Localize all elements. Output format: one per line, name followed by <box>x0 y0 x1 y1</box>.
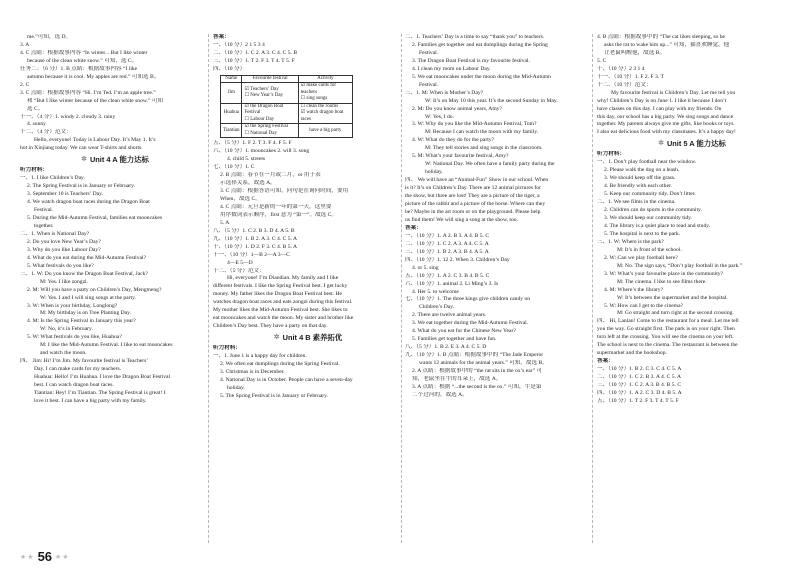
text-line: Festival. <box>419 81 439 88</box>
text-line: you the way. Go straight first. The park is on your right. Then <box>597 326 735 333</box>
text-line: us find them! We will sing a song at the show, too. <box>405 216 518 223</box>
text-line: 5. M: What’s your favourite festival, Amy? <box>412 153 509 160</box>
text-line: 二、1. Teachers’ Day is a time to say “thank you” to teachers. <box>405 34 545 40</box>
text-line: 4—E 5—D <box>227 259 253 266</box>
table-header: Name <box>221 75 242 83</box>
text-line: 4. C 点睛：元旦是新的一年的第一天。这里要 <box>220 203 332 210</box>
text-line: watches dragon boat races and eats zongzi during this festival. <box>213 299 353 306</box>
table-cell-activity <box>298 103 352 124</box>
checkbox-option: ☐ clean the rooms <box>300 103 339 109</box>
text-line: 十一、（10 分）1. F 2. F 3. T <box>597 73 664 80</box>
text-line: 五、（10 分）1. A 2. C 3. B 4. B 5. C <box>405 272 490 279</box>
answers-heading: 答案： <box>597 358 614 365</box>
text-line: Day. I can make cards for my teachers. <box>34 366 122 373</box>
text-line: 3. We should keep our community tidy. <box>604 215 692 222</box>
table-row <box>221 103 353 124</box>
text-line: 一、1. Don’t play football near the window. <box>597 159 697 166</box>
table-header: Favourite festival <box>242 75 298 83</box>
table-cell-name: Tiantian <box>221 124 242 138</box>
text-line: love it best. I can have a big party with my family. <box>34 397 147 404</box>
text-line: 一、（10 分）1. B 2. C 3. C 4. C 5. A <box>597 366 682 373</box>
answers-heading: 答案： <box>405 224 422 231</box>
text-line: 示选择关系，故选 A。 <box>220 180 276 187</box>
text-line: 3. C 点睛：根据故事内容 “Hi. I’m Ted. I’m an apple tree.” <box>20 89 156 96</box>
text-line: this day, our school has a big party. We sing songs and dance <box>597 113 734 120</box>
text-line: 十一、（4 分）1. windy 2. cloudy 3. rainy <box>20 113 116 120</box>
text-line: The school is next to the cinema. The restaurant is between the <box>597 342 738 349</box>
text-line: be? Maybe in the art room or on the playground. Please help <box>405 208 541 215</box>
checkbox-option: ☐ National Day <box>244 130 278 136</box>
answers-heading: 答案： <box>213 34 230 40</box>
text-line: 三、（10 分）1. T 2. F 3. T 4. T 5. F <box>213 57 295 64</box>
text-line: Children’s Day. <box>419 304 455 311</box>
sparkle-icon: ✲ <box>273 334 280 342</box>
text-line: 三、1. W: Where is the park? <box>597 238 664 245</box>
text-line: M: Because I can watch the moon with my family. <box>425 129 539 136</box>
text-line: 二、（10 分）1. C 2. A 3. C 4. C 5. B <box>213 49 298 56</box>
text-line: 2. B 点睛：春节在一月或二月，or 用于表 <box>220 172 321 179</box>
text-line: Tiantian: Hey! I’m Tiantian. The Spring Festival is great! I <box>34 389 166 396</box>
text-line: M: I like the Mid-Autumn Festival. I like to eat mooncakes <box>40 342 173 349</box>
text-line: 4. Her 5. to welcome <box>412 288 459 295</box>
text-line: Hi, everyone! I’m Diandian. My family and I like <box>227 275 339 282</box>
column-2 <box>213 34 403 401</box>
text-line: When，故选 C。 <box>220 195 261 202</box>
text-line: 四、 We will have an “Animal-Fun” Show in our school. When <box>405 177 549 184</box>
column-3 <box>405 34 595 400</box>
text-line: 二、1. We see films in the cinema. <box>597 199 676 206</box>
checkbox-option: ☑ Teachers’ Day <box>244 86 279 92</box>
text-line: Hello, everyone! Today is Labour Day. It’s May 1. It’s <box>34 137 156 144</box>
text-line: 4. sunny <box>27 121 46 128</box>
text-line: 十二、（4 分）范文： <box>20 129 72 136</box>
text-line: different festivals. I like the Spring Festival best. I get lucky <box>213 283 348 290</box>
table-row <box>221 124 353 138</box>
table-cell-activity: have a big party <box>298 124 352 138</box>
text-line: 四、（10 分） <box>213 65 246 72</box>
text-line: 4. B 点睛：根据故事中的 “The cat likes sleeping, so he <box>597 34 726 40</box>
text-line: 4. or 5. sing <box>412 264 439 271</box>
table-cell-festival <box>242 83 298 104</box>
text-line: 2. M: Do you know animal years, Amy? <box>412 105 502 112</box>
text-line: together. <box>34 222 54 229</box>
text-line: 一、1. I like Children’s Day. <box>20 175 85 182</box>
text-line: 3. W: Why do you like the Mid-Autumn Festival, Tom? <box>412 121 537 128</box>
checkbox-option: ☑ make cards for teachers <box>300 83 337 95</box>
text-line: have classes on this day. I can play with my friends. On <box>597 105 722 112</box>
text-line: 4. C 点睛：根据故事内容 “In winter... But I like winter <box>20 49 148 56</box>
text-line: 2. We often eat dumplings during the Spring Festival. <box>220 361 340 368</box>
text-line: 十、（10 分）2 3 1 4 <box>597 65 645 72</box>
text-line: money. My father likes the Dragon Boat Festival best. He <box>213 291 343 298</box>
text-line: 三、（10 分）1. B 2. A 3. B 4. A 5. A <box>405 248 489 255</box>
star-icon: ★★ <box>20 552 35 561</box>
table-header-row <box>221 75 353 83</box>
text-line: is it? It’s on Children’s Day. There are 12 animal pictures for <box>405 185 541 192</box>
text-line: 4. M: Is the Spring Festival in January this year? <box>27 318 136 325</box>
text-line: 2. Please walk the dog on a leash. <box>604 167 680 174</box>
text-line: 三、1. M: When is Mother’s Day? <box>405 89 484 96</box>
text-line: 二、1. When is National Day? <box>20 230 90 237</box>
text-line: 5. During the Mid-Autumn Festival, families eat mooncakes <box>27 215 163 222</box>
table-cell-activity <box>298 83 352 104</box>
text-line: 5. Families get together and have fun. <box>412 336 497 343</box>
text-line: 四、 Jim: Hi! I’m Jim. My favourite festival is Teachers’ <box>20 358 149 365</box>
table-header: Activity <box>298 75 352 83</box>
text-line: 3. C 点睛：根据答语可知，问句是在询问时间，要用 <box>220 187 349 194</box>
text-line: M: They tell stories and sing songs in the classroom. <box>425 145 543 152</box>
text-line: My favourite festival is Children’s Day. Let me tell you <box>611 89 736 96</box>
text-line: 五、（10 分）1. T 2. F 3. T 4. T 5. F <box>597 397 679 404</box>
text-line: 3. W: What’s your favourite place in the community? <box>604 270 724 277</box>
checkbox-option: ☑ the Dragon Boat Festival <box>244 103 284 116</box>
text-line: W: Yes. I and I will sing songs at the party. <box>40 294 136 301</box>
column-1 <box>20 34 210 406</box>
text-line: 三、1. W: Do you know the Dragon Boat Festival, Jack? <box>20 270 148 277</box>
text-line: 2. A 点睛：根据故事中的 “the rat sits in the ox’s ear” 可 <box>412 368 543 375</box>
text-line: M: It’s in front of the school. <box>617 246 682 253</box>
text-line: supermarket and the bookshop. <box>597 350 667 357</box>
text-line: I also eat delicious food with my classmates. It’s a happy day! <box>597 129 736 136</box>
sparkle-icon: ✲ <box>81 156 87 164</box>
checkbox-option: ☑ watch dragon boat races <box>300 110 344 122</box>
text-line: autumn because it is cool. My apples are red.” 可知选 B。 <box>27 73 160 80</box>
text-line: eat mooncakes and watch the moon. My sister and brother like <box>213 315 354 322</box>
text-line: 3. We should keep off the grass. <box>604 175 676 182</box>
text-line: 4. What do you eat during the Mid-Autumn Festival? <box>27 254 147 261</box>
text-line: 选 C。 <box>27 105 44 112</box>
text-line: 4. National Day is in October. People can have a seven-day <box>220 376 353 383</box>
text-line: 2. Children can do sports in the community. <box>604 207 702 214</box>
text-line: 5. Keep our community tidy. Don’t litter. <box>604 191 696 198</box>
text-line: 九、（10 分）1. B 2. A 3. C 4. C 5. A <box>213 235 298 242</box>
text-line: 2. Families get together and eat dumplings during the Spring <box>412 41 548 48</box>
text-line: 4. M: Where’s the library? <box>604 286 664 293</box>
checkbox-option: ☐ Labour Day <box>244 116 275 122</box>
text-line: wants 12 animals for the animal years.” 可知，故选 B。 <box>419 360 548 367</box>
text-line: M: Yes. I like zongzi. <box>40 278 89 285</box>
text-line: 4. Be friendly with each other. <box>604 183 672 190</box>
text-line: 三、（10 分）1. C 2. A 3. B 4. B 5. C <box>597 382 682 389</box>
sparkle-icon: ✲ <box>658 140 664 148</box>
text-line: M: The cinema. I like to see films there. <box>617 278 707 285</box>
text-line: together. My parents always give me gifts, like books or toys. <box>597 121 735 128</box>
checkbox-option: ☐ sing songs <box>300 96 328 102</box>
text-line: 5. We eat mooncakes under the moon during the Mid-Autumn <box>412 73 551 80</box>
listening-heading: 听力材料： <box>213 345 241 352</box>
text-line: 六、（10 分）1. mooncakes 2. will 3. song <box>213 148 310 155</box>
text-line: 5. W: How can I get to the cinema? <box>604 302 684 309</box>
page-footer <box>20 549 70 564</box>
text-line: 十一、（10 分）1—B 2—A 3—C <box>213 251 290 258</box>
text-line: 5. C <box>597 57 607 64</box>
text-line: My mother likes the Mid-Autumn Festival best. She likes to <box>213 307 348 314</box>
text-line: me.”可知，选 D。 <box>27 34 72 40</box>
text-line: 4. What do you eat for the Chinese New Year? <box>412 328 516 335</box>
unit5-a-title: ✲ Unit 5 A 能力达标 <box>658 139 726 149</box>
text-line: W: It’s between the supermarket and the hospital. <box>617 294 728 301</box>
text-line: holiday. <box>425 169 443 176</box>
text-line: 3. September 10 is Teachers’ Day. <box>27 191 103 198</box>
text-line: 4. I clean my room on Labour Day. <box>412 65 491 72</box>
text-line: 5. The Spring Festival is in January or February. <box>220 392 328 399</box>
text-line: 2. W: Can we play football here? <box>604 254 678 261</box>
text-line: the show, but three are lost! They are a picture of the tiger, a <box>405 193 540 200</box>
text-line: 5. A <box>220 219 230 226</box>
text-line: 八、（5 分）1. C 2. B 3. D 4. A 5. B <box>213 227 295 234</box>
text-line: 二个过河的，故选 A。 <box>412 391 468 398</box>
table-cell-name: Huahua <box>221 103 242 124</box>
table-cell-name: Jim <box>221 83 242 104</box>
text-line: 3. Why do you like Labour Day? <box>27 246 101 253</box>
unit4-b-title: ✲ Unit 4 B 素养拓优 <box>273 333 343 343</box>
text-line: turn left at the crossing. You will see the cinema on your left. <box>597 334 734 341</box>
text-line: 四、（10 分）1. A 2. C 3. D 4. B 5. A <box>597 389 682 396</box>
text-line: 和 “But I like winter because of the clean white snow.” 可知 <box>27 97 164 104</box>
text-line: 让老鼠叫醒他，故选 B。 <box>604 49 666 56</box>
text-line: picture of the rabbit and a picture of the horse. Where can they <box>405 201 546 208</box>
text-line: 3. A 点睛：根据 “...the second is the ox.” 可知，牛是第 <box>412 383 542 390</box>
text-line: Children’s Day best. They have a party on that day. <box>213 323 328 330</box>
text-line: 5. W: What festivals do you like, Huahua? <box>27 334 122 341</box>
text-line: Festival. <box>34 207 54 214</box>
text-line: Huahua: Hello! I’m Huahua. I love the Dragon Boat Festival <box>34 374 171 381</box>
text-line: M: Go straight and turn right at the second crossing. <box>617 310 734 317</box>
star-icon: ★★ <box>55 552 70 561</box>
text-line: 十二、（10 分）范文： <box>597 81 652 88</box>
text-line: 5. The hospital is next to the park. <box>604 230 681 237</box>
text-line: 六、（10 分）1. animal 2. Li Ming’s 3. Is <box>405 280 499 287</box>
text-line: 3. Christmas is in December. <box>220 369 285 375</box>
text-line: 3. W: When is your birthday, Longlong? <box>27 302 118 309</box>
text-line: 一、1. June 1 is a happy day for children. <box>213 353 307 360</box>
text-line: W: National Day. We often have a family party during the <box>425 161 555 168</box>
text-line: 4. child 5. streets <box>227 156 266 163</box>
text-line: 2. There are twelve animal years. <box>412 312 487 319</box>
text-line: 十二、（5 分）范文： <box>213 267 265 274</box>
text-line: 任务二：（6 分）1. B 点睛：根据故事内容 “I like <box>20 65 138 72</box>
text-line: 2. Do you love New Year’s Day? <box>27 238 101 245</box>
text-line: 2. The Spring Festival is in January or February. <box>27 183 135 190</box>
text-line: 一、（10 分）2 1 5 3 4 <box>213 41 265 48</box>
text-line: and watch the moon. <box>40 350 87 357</box>
text-line: 4. W: What do they do for the party? <box>412 137 495 144</box>
text-line: 知，老鼠坐在牛的耳朵上，故选 A。 <box>412 375 502 382</box>
text-line: 七、（10 分）1. C <box>213 164 255 171</box>
text-line: 2. C <box>20 81 30 88</box>
text-line: 3. A <box>20 41 30 48</box>
text-line: M: No. The sign says, “Don’t play football in the park.” <box>617 262 743 269</box>
text-line: hot in Xinjiang today. We can wear T-shirts and shorts. <box>20 145 143 152</box>
checkbox-option: ☐ New Year’s Day <box>244 93 284 99</box>
text-line: 5. What festivals do you like? <box>27 262 94 269</box>
text-line: W: Yes, I do. <box>425 113 455 120</box>
text-line: 四、（10 分）1. 12 2. When 3. Children’s Day <box>405 256 510 263</box>
text-line: 3. The Dragon Boat Festival is my favourite festival. <box>412 57 530 64</box>
page-number: 56 <box>37 549 53 564</box>
text-line: 五、（5 分）1. F 2. T 3. F 4. F 5. F <box>213 140 292 147</box>
text-line: W: No, it’s in February. <box>40 326 93 333</box>
text-line: 二、（10 分）1. C 2. B 3. A 4. C 5. A <box>597 374 682 381</box>
text-line: Festival. <box>419 49 439 56</box>
listening-heading: 听力材料： <box>20 167 48 174</box>
checkbox-option: ☑ the Spring Festival <box>244 124 288 130</box>
text-line: 4. The library is a quiet place to read and study. <box>604 222 711 229</box>
text-line: 二、（10 分）1. C 2. A 3. A 4. C 5. A <box>405 240 489 247</box>
unit4-a-title: ✲ Unit 4 A 能力达标 <box>81 155 149 165</box>
text-line: 4. We watch dragon boat races during the Dragon Boat <box>27 199 150 206</box>
text-line: 用序数词表示顺序，first 意为 “第一”。故选 C。 <box>220 211 337 218</box>
column-4 <box>597 34 787 406</box>
listening-heading: 听力材料： <box>597 151 625 158</box>
text-line: holiday. <box>227 384 245 391</box>
text-line: M: My birthday is on Tree Planting Day. <box>40 310 132 317</box>
text-line: W: It’s on May 10 this year. It’s the second Sunday in May. <box>425 97 558 104</box>
text-line: 十、（10 分）1. D 2. F 3. C 4. B 5. A <box>213 243 298 250</box>
text-line: 四、 Hi, Lanlan! Come to the restaurant for a meal. Let me tell <box>597 318 739 325</box>
table-row <box>221 83 353 104</box>
text-line: 九、（10 分）1. B 点睛：根据故事中的 “The Jade Emperor <box>405 352 544 359</box>
table-cell-festival <box>242 103 298 124</box>
text-line: best. I can watch dragon boat races. <box>34 382 114 389</box>
text-line: because of the clean white snow.” 可知，选 C。 <box>27 57 138 64</box>
text-line: 3. We eat together during the Mid-Autumn Festival. <box>412 320 529 327</box>
table-cell-festival <box>242 124 298 138</box>
text-line: asks the rat to wake him up...” 可知，猫喜欢睡觉，他 <box>604 41 730 48</box>
text-line: 一、（10 分）1. A 2. B 3. A 4. B 5. C <box>405 232 490 239</box>
text-line: 2. M: Will you have a party on Children’s Day, Mengmeng? <box>27 286 162 293</box>
festival-table <box>220 75 353 139</box>
text-line: why! Children’s Day is on June 1. I like it because I don’t <box>597 97 727 104</box>
text-line: 七、（10 分）1. The three kings give children candy on <box>405 296 531 303</box>
text-line: 八、（5 分）1. B 2. E 3. A 4. C 5. D <box>405 344 487 351</box>
